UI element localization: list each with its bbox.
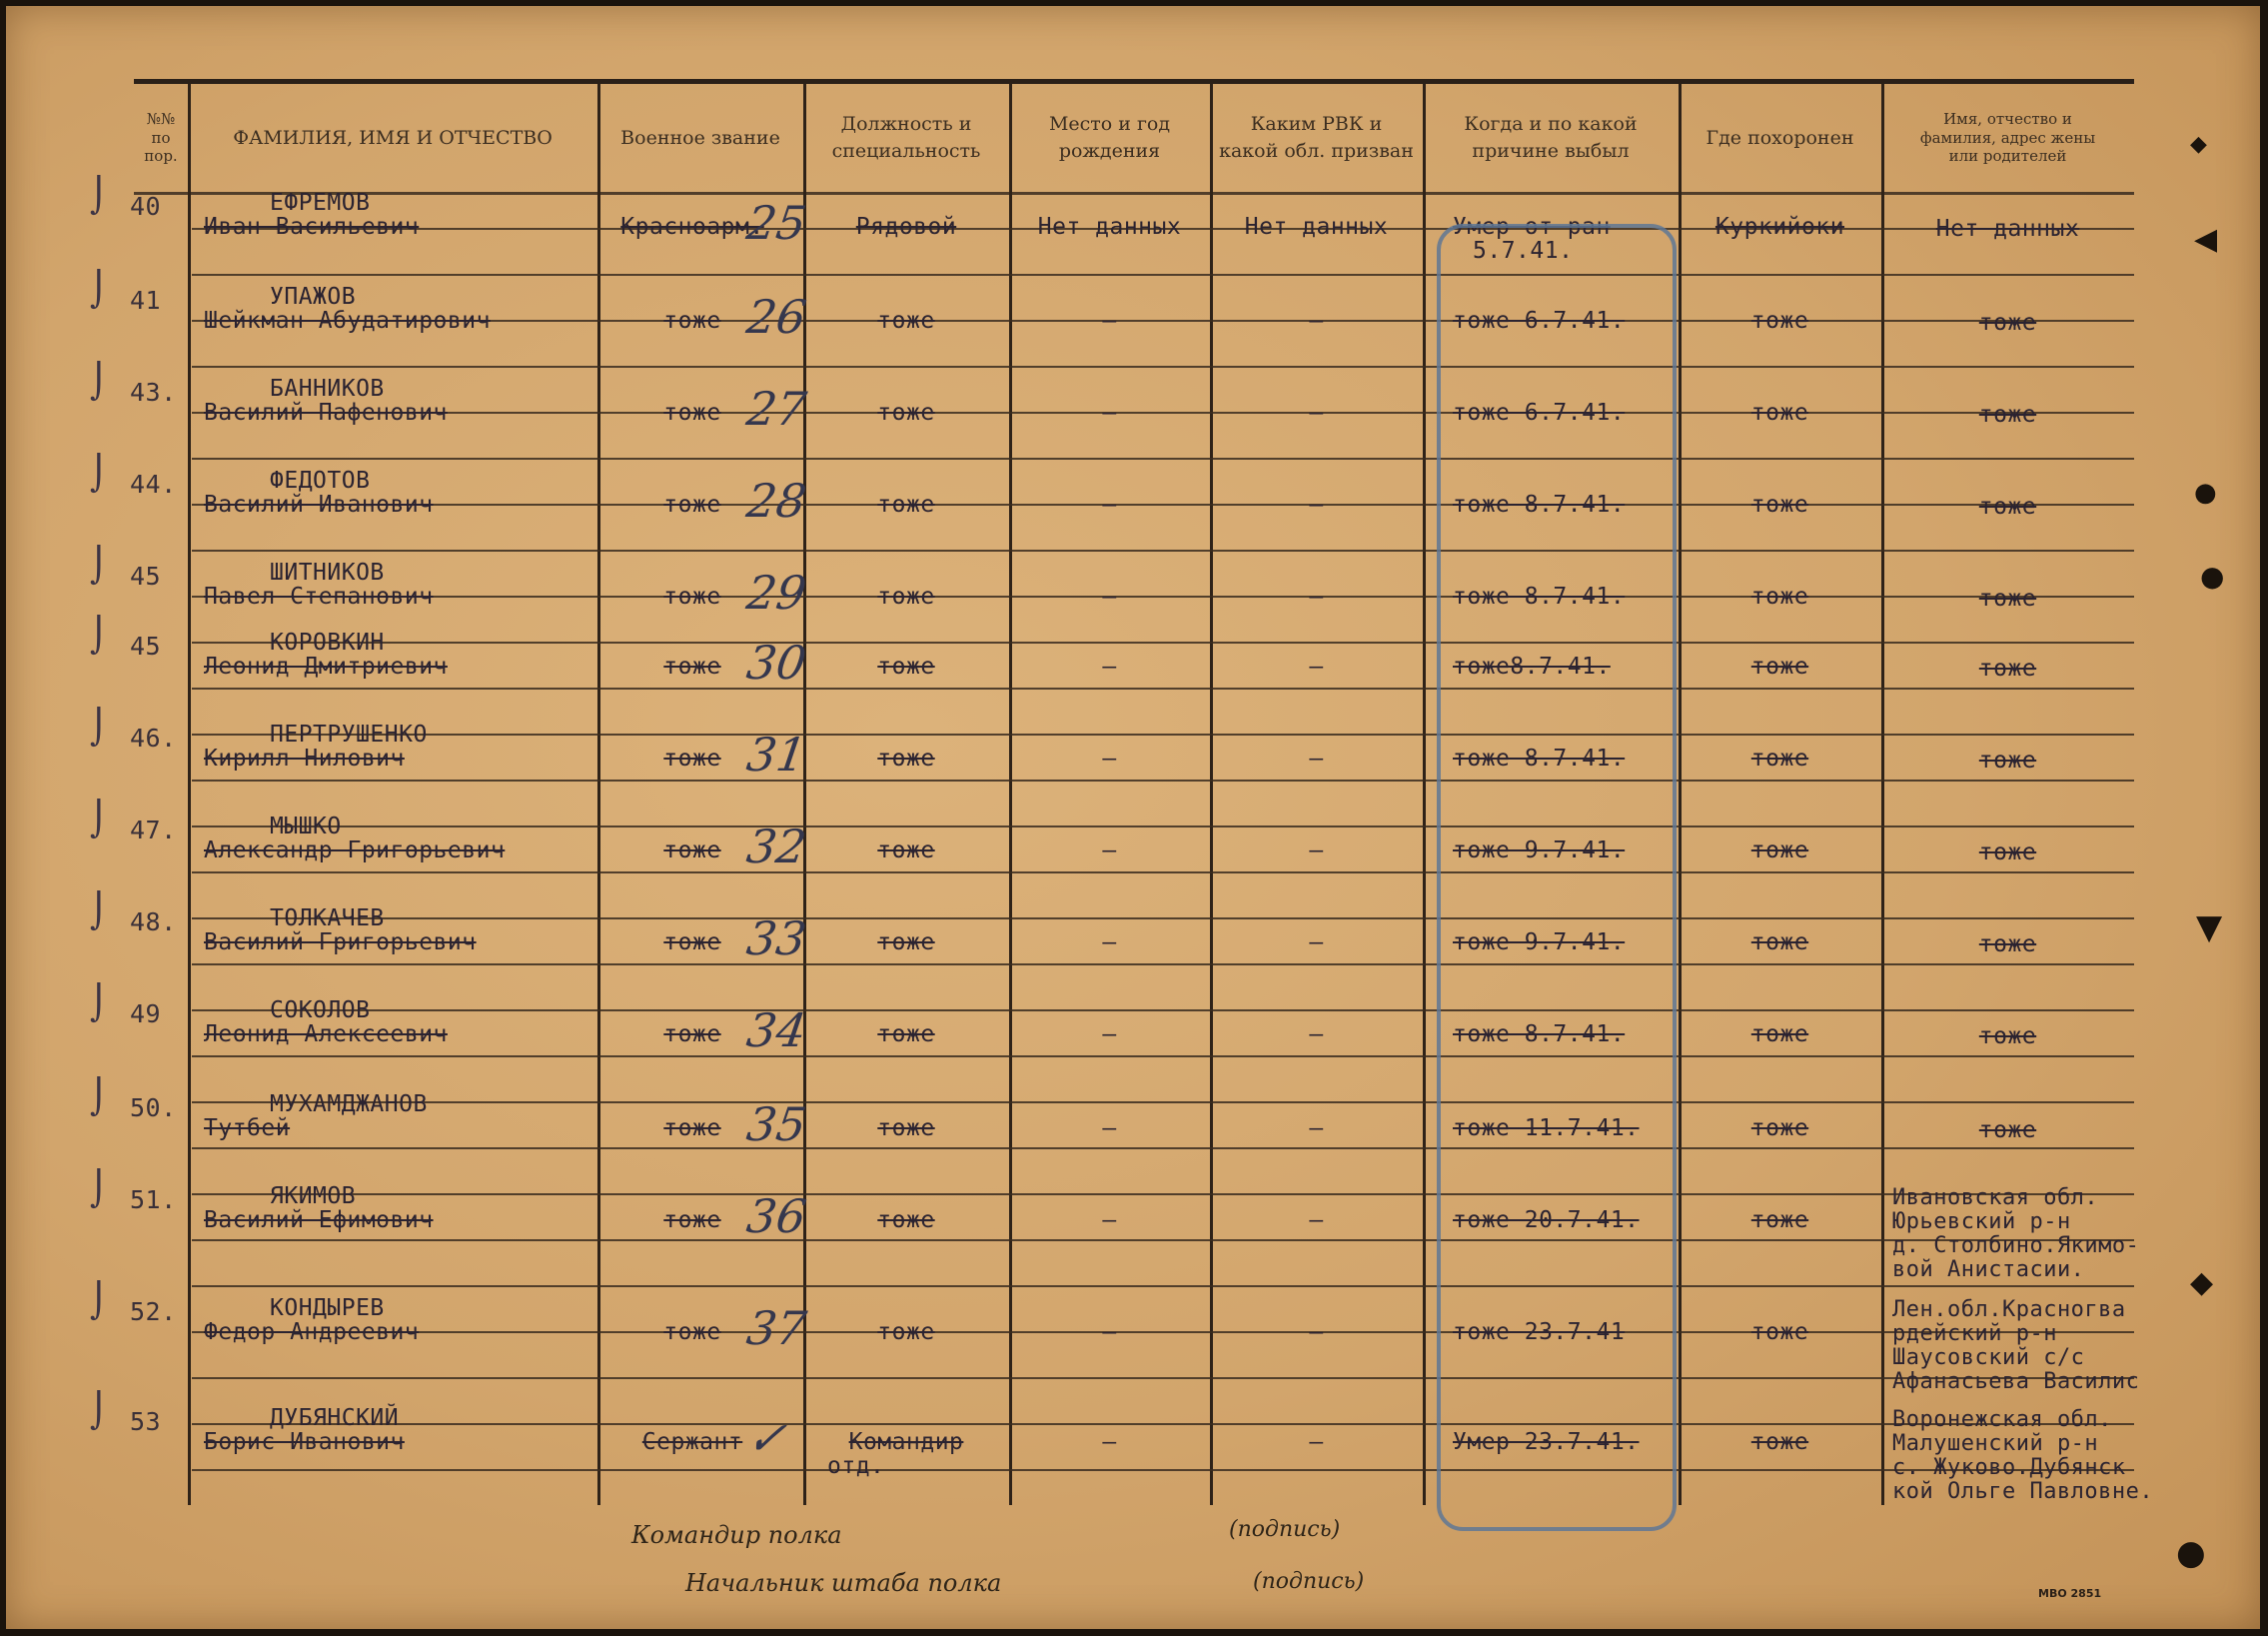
punch-hole-icon: ◆: [2190, 132, 2207, 157]
handwritten-index: 28: [743, 474, 810, 528]
birth-place-year: –: [1102, 1207, 1117, 1233]
relatives-info: тоже: [1978, 1023, 2037, 1049]
relatives-info: тоже: [1978, 310, 2037, 336]
relatives-info: тоже: [1978, 839, 2037, 865]
rule-line: [192, 642, 2134, 644]
column-header: Место и год рождения: [1048, 113, 1171, 162]
surname: КОНДЫРЕВ: [270, 1295, 385, 1321]
departure-date-continued: 5.7.41.: [1473, 238, 1574, 264]
footer-commander-signature-label: (подпись): [1229, 1517, 1341, 1542]
rvk-conscription: –: [1309, 308, 1324, 334]
rule-line: [192, 688, 2134, 690]
birth-place-year: –: [1102, 746, 1117, 772]
relatives-info: Афанасьева Василис: [1892, 1369, 2140, 1394]
row-number: 45: [130, 632, 162, 661]
rvk-conscription: –: [1309, 1319, 1324, 1345]
relatives-info: Нет данных: [1935, 216, 2080, 242]
burial-place: тоже: [1750, 492, 1809, 518]
relatives-info: Ивановская обл.: [1892, 1185, 2099, 1210]
relatives-info: Лен.обл.Красногва: [1892, 1297, 2126, 1322]
check-mark-icon: ⌡: [90, 176, 108, 216]
relatives-info: Юрьевский р-н: [1892, 1209, 2071, 1234]
surname: ЕФРЕМОВ: [270, 190, 371, 216]
row-number: 43.: [130, 378, 177, 407]
relatives-info: д. Столбино.Якимо-: [1892, 1233, 2140, 1258]
position: тоже: [877, 654, 935, 680]
punch-hole-icon: ▼: [2196, 907, 2223, 947]
birth-place-year: –: [1102, 837, 1117, 863]
handwritten-index: ✓: [743, 1411, 790, 1465]
burial-place: Куркийоки: [1714, 214, 1845, 240]
row-number: 47.: [130, 816, 177, 844]
check-mark-icon: ⌡: [90, 983, 108, 1023]
surname: ФЕДОТОВ: [270, 468, 371, 494]
position: Рядовой: [855, 214, 957, 240]
birth-place-year: –: [1102, 492, 1117, 518]
position-continued: отд.: [827, 1453, 885, 1479]
departure-date-reason: тоже 9.7.41.: [1453, 929, 1626, 955]
punch-hole-icon: ●: [2200, 560, 2225, 593]
column-divider: [1009, 84, 1012, 1505]
column-header: Имя, отчество и фамилия, адрес жены или родителей: [1919, 109, 2096, 166]
departure-date-reason: тоже 8.7.41.: [1453, 1021, 1626, 1047]
rule-line: [192, 274, 2134, 276]
rvk-conscription: –: [1309, 1115, 1324, 1141]
birth-place-year: –: [1102, 584, 1117, 610]
row-number: 45: [130, 562, 162, 591]
check-mark-icon: ⌡: [90, 1169, 108, 1209]
given-name-patronymic: Тутбей: [204, 1115, 291, 1141]
rule-line: [192, 1147, 2134, 1149]
departure-date-reason: Умер 23.7.41.: [1453, 1429, 1640, 1455]
check-mark-icon: ⌡: [90, 800, 108, 839]
departure-date-reason: тоже 8.7.41.: [1453, 584, 1626, 610]
military-rank: тоже: [663, 1319, 721, 1345]
relatives-info: вой Анистасии.: [1892, 1257, 2085, 1282]
footer-commander-label: Командир полка: [631, 1521, 842, 1549]
departure-date-reason: тоже8.7.41.: [1453, 654, 1611, 680]
rvk-conscription: –: [1309, 584, 1324, 610]
surname: ДУБЯНСКИЙ: [270, 1405, 400, 1431]
burial-place: тоже: [1750, 654, 1809, 680]
row-number: 46.: [130, 724, 177, 753]
departure-date-reason: тоже 8.7.41.: [1453, 746, 1626, 772]
handwritten-index: 29: [743, 566, 810, 620]
handwritten-index: 34: [743, 1003, 810, 1057]
rule-line: [192, 1285, 2134, 1287]
military-rank: тоже: [663, 1207, 721, 1233]
relatives-info: Воронежская обл.: [1892, 1407, 2112, 1432]
birth-place-year: –: [1102, 1021, 1117, 1047]
burial-place: тоже: [1750, 1115, 1809, 1141]
given-name-patronymic: Василий Пафенович: [204, 400, 448, 426]
check-mark-icon: ⌡: [90, 891, 108, 931]
surname: МУХАМДЖАНОВ: [270, 1091, 428, 1117]
burial-place: тоже: [1750, 746, 1809, 772]
given-name-patronymic: Павел Степанович: [204, 584, 434, 610]
punch-hole-icon: ◆: [2190, 1265, 2214, 1300]
surname: УПАЖОВ: [270, 284, 357, 310]
handwritten-index: 27: [743, 382, 810, 436]
given-name-patronymic: Леонид Алексеевич: [204, 1021, 448, 1047]
rule-line: [134, 192, 2134, 195]
rvk-conscription: –: [1309, 929, 1324, 955]
check-mark-icon: ⌡: [90, 1077, 108, 1117]
column-divider: [1210, 84, 1213, 1505]
position: тоже: [877, 308, 935, 334]
surname: СОКОЛОВ: [270, 997, 371, 1023]
check-mark-icon: ⌡: [90, 270, 108, 310]
rvk-conscription: –: [1309, 1429, 1324, 1455]
departure-date-reason: тоже 6.7.41.: [1453, 308, 1626, 334]
given-name-patronymic: Иван Васильевич: [204, 214, 420, 240]
check-mark-icon: ⌡: [90, 454, 108, 494]
rule-line: [192, 780, 2134, 782]
military-rank: тоже: [663, 400, 721, 426]
burial-place: тоже: [1750, 929, 1809, 955]
given-name-patronymic: Кирилл Нилович: [204, 746, 405, 772]
column-divider: [1679, 84, 1682, 1505]
rvk-conscription: –: [1309, 400, 1324, 426]
position: тоже: [877, 929, 935, 955]
handwritten-index: 26: [743, 290, 810, 344]
rule-line: [192, 1193, 2134, 1195]
given-name-patronymic: Леонид Дмитриевич: [204, 654, 448, 680]
rule-line: [192, 1423, 2134, 1425]
check-mark-icon: ⌡: [90, 708, 108, 748]
military-rank: тоже: [663, 1115, 721, 1141]
rule-line: [192, 1377, 2134, 1379]
rule-line: [192, 1055, 2134, 1057]
given-name-patronymic: Василий Ефимович: [204, 1207, 434, 1233]
rvk-conscription: –: [1309, 654, 1324, 680]
relatives-info: тоже: [1978, 586, 2037, 612]
rule-line: [192, 1101, 2134, 1103]
column-header: Должность и специальность: [831, 113, 981, 162]
handwritten-index: 25: [743, 196, 810, 250]
military-rank: тоже: [663, 584, 721, 610]
surname: БАННИКОВ: [270, 376, 385, 402]
burial-place: тоже: [1750, 1429, 1809, 1455]
military-rank: Красноарм.: [620, 214, 764, 240]
surname: МЫШКО: [270, 814, 342, 839]
relatives-info: с. Жуково.Дубянск: [1892, 1455, 2126, 1480]
relatives-info: тоже: [1978, 656, 2037, 682]
given-name-patronymic: Александр Григорьевич: [204, 837, 506, 863]
rule-line: [192, 734, 2134, 736]
birth-place-year: Нет данных: [1037, 214, 1182, 240]
relatives-info: кой Ольге Павловне.: [1892, 1479, 2154, 1504]
check-mark-icon: ⌡: [90, 362, 108, 402]
column-header: Где похоронен: [1705, 126, 1854, 149]
column-divider: [597, 84, 600, 1505]
burial-place: тоже: [1750, 584, 1809, 610]
rvk-conscription: –: [1309, 1207, 1324, 1233]
column-divider: [1881, 84, 1884, 1505]
surname: ЯКИМОВ: [270, 1183, 357, 1209]
handwritten-index: 31: [743, 728, 810, 782]
column-header: Каким РВК и какой обл. призван: [1219, 113, 1414, 162]
position: тоже: [877, 1115, 935, 1141]
punch-hole-icon: ●: [2194, 478, 2217, 508]
military-rank: тоже: [663, 308, 721, 334]
rvk-conscription: –: [1309, 492, 1324, 518]
rule-line: [192, 366, 2134, 368]
birth-place-year: –: [1102, 1429, 1117, 1455]
rule-line: [192, 825, 2134, 827]
position: тоже: [877, 584, 935, 610]
check-mark-icon: ⌡: [90, 616, 108, 656]
birth-place-year: –: [1102, 308, 1117, 334]
given-name-patronymic: Василий Григорьевич: [204, 929, 477, 955]
relatives-info: Малушенский р-н: [1892, 1431, 2099, 1456]
position: тоже: [877, 837, 935, 863]
print-stamp: МВО 2851: [2038, 1587, 2102, 1600]
handwritten-index: 32: [743, 819, 810, 873]
handwritten-index: 33: [743, 911, 810, 965]
row-number: 40: [130, 192, 162, 221]
birth-place-year: –: [1102, 1115, 1117, 1141]
burial-place: тоже: [1750, 837, 1809, 863]
rvk-conscription: –: [1309, 837, 1324, 863]
top-rule: [134, 79, 2134, 84]
column-header: ФАМИЛИЯ, ИМЯ И ОТЧЕСТВО: [233, 126, 553, 149]
row-number: 44.: [130, 470, 177, 499]
rvk-conscription: –: [1309, 746, 1324, 772]
military-rank: Сержант: [641, 1429, 743, 1455]
handwritten-index: 37: [743, 1301, 810, 1355]
surname: ШИТНИКОВ: [270, 560, 385, 586]
relatives-info: тоже: [1978, 402, 2037, 428]
row-number: 48.: [130, 907, 177, 936]
rvk-conscription: –: [1309, 1021, 1324, 1047]
military-rank: тоже: [663, 837, 721, 863]
handwritten-index: 35: [743, 1097, 810, 1151]
rule-line: [192, 1469, 2134, 1471]
position: тоже: [877, 1021, 935, 1047]
position: тоже: [877, 1319, 935, 1345]
rvk-conscription: Нет данных: [1244, 214, 1389, 240]
birth-place-year: –: [1102, 929, 1117, 955]
given-name-patronymic: Василий Иванович: [204, 492, 434, 518]
relatives-info: тоже: [1978, 1117, 2037, 1143]
birth-place-year: –: [1102, 1319, 1117, 1345]
departure-date-reason: тоже 9.7.41.: [1453, 837, 1626, 863]
burial-place: тоже: [1750, 1319, 1809, 1345]
military-rank: тоже: [663, 492, 721, 518]
row-number: 50.: [130, 1093, 177, 1122]
surname: КОРОВКИН: [270, 630, 385, 656]
departure-date-reason: тоже 6.7.41.: [1453, 400, 1626, 426]
relatives-info: тоже: [1978, 494, 2037, 520]
burial-place: тоже: [1750, 1021, 1809, 1047]
relatives-info: тоже: [1978, 931, 2037, 957]
column-header: Военное звание: [620, 126, 780, 149]
row-number: 49: [130, 999, 162, 1028]
given-name-patronymic: Федор Андреевич: [204, 1319, 420, 1345]
check-mark-icon: ⌡: [90, 1391, 108, 1431]
rule-line: [192, 963, 2134, 965]
departure-date-reason: тоже 8.7.41.: [1453, 492, 1626, 518]
surname: ТОЛКАЧЕВ: [270, 905, 385, 931]
relatives-info: Шаусовский с/с: [1892, 1345, 2085, 1370]
burial-place: тоже: [1750, 400, 1809, 426]
relatives-info: тоже: [1978, 748, 2037, 774]
column-header: №№ по пор.: [144, 109, 178, 166]
military-rank: тоже: [663, 1021, 721, 1047]
rule-line: [192, 550, 2134, 552]
position: Командир: [848, 1429, 964, 1455]
birth-place-year: –: [1102, 400, 1117, 426]
burial-place: тоже: [1750, 308, 1809, 334]
column-header: Когда и по какой причине выбыл: [1464, 113, 1638, 162]
departure-date-reason: тоже 23.7.41: [1453, 1319, 1626, 1345]
relatives-info: рдейский р-н: [1892, 1321, 2057, 1346]
footer-chief-signature-label: (подпись): [1253, 1569, 1365, 1594]
check-mark-icon: ⌡: [90, 1281, 108, 1321]
position: тоже: [877, 492, 935, 518]
departure-date-reason: Умер от ран: [1453, 214, 1611, 240]
column-divider: [188, 84, 191, 1505]
pencil-circle-annotation: [1437, 224, 1677, 1531]
military-rank: тоже: [663, 929, 721, 955]
handwritten-index: 30: [743, 636, 810, 690]
handwritten-index: 36: [743, 1189, 810, 1243]
rule-line: [192, 1009, 2134, 1011]
position: тоже: [877, 746, 935, 772]
row-number: 41: [130, 286, 162, 315]
document-sheet: [6, 6, 2260, 1629]
given-name-patronymic: Шейкман Абудатирович: [204, 308, 491, 334]
punch-hole-icon: ◀: [2194, 222, 2218, 257]
footer-chief-label: Начальник штаба полка: [685, 1569, 1002, 1597]
rule-line: [192, 917, 2134, 919]
rule-line: [192, 458, 2134, 460]
given-name-patronymic: Борис Иванович: [204, 1429, 405, 1455]
rule-line: [192, 871, 2134, 873]
birth-place-year: –: [1102, 654, 1117, 680]
burial-place: тоже: [1750, 1207, 1809, 1233]
column-divider: [1423, 84, 1426, 1505]
rule-line: [192, 1239, 2134, 1241]
position: тоже: [877, 400, 935, 426]
row-number: 51.: [130, 1185, 177, 1214]
punch-hole-icon: ●: [2176, 1533, 2206, 1573]
position: тоже: [877, 1207, 935, 1233]
departure-date-reason: тоже 20.7.41.: [1453, 1207, 1640, 1233]
military-rank: тоже: [663, 746, 721, 772]
row-number: 52.: [130, 1297, 177, 1326]
military-rank: тоже: [663, 654, 721, 680]
surname: ПЕРТРУШЕНКО: [270, 722, 428, 748]
row-number: 53: [130, 1407, 162, 1436]
check-mark-icon: ⌡: [90, 546, 108, 586]
departure-date-reason: тоже 11.7.41.: [1453, 1115, 1640, 1141]
